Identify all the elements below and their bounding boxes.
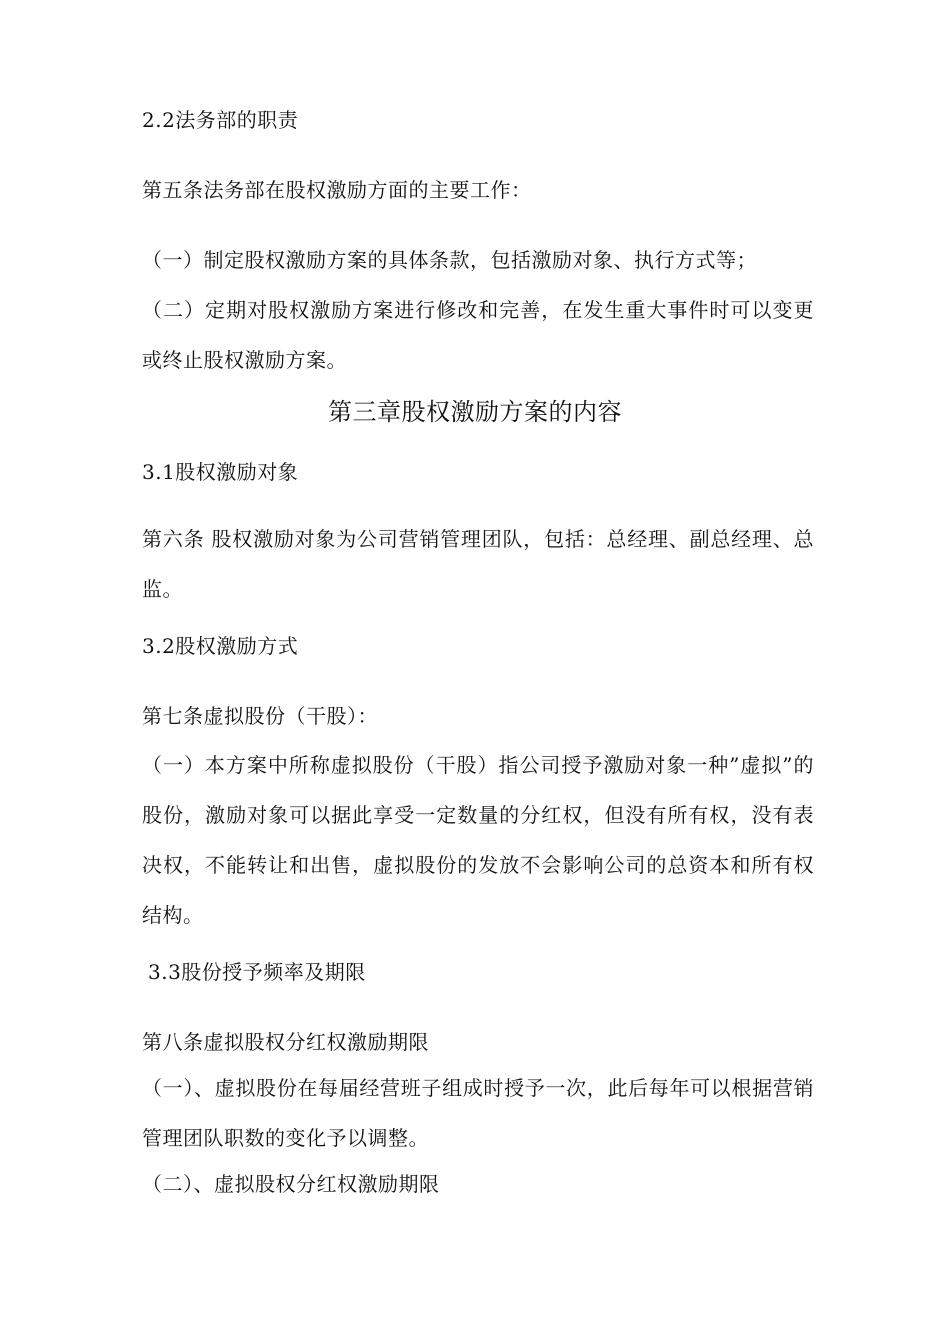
article-8: 第八条虚拟股权分红权激励期限 (142, 1030, 429, 1054)
article-8-item-1: （一）、虚拟股份在每届经营班子组成时授予一次，此后每年可以根据营销管理团队职数的变化予以调整。 (142, 1076, 814, 1150)
article-8-item-2: （二）、虚拟股权分红权激励期限 (142, 1172, 440, 1196)
section-heading-3-3: 3.3股份授予频率及期限 (148, 960, 366, 984)
article-7: 第七条虚拟股份（干股）： (142, 704, 378, 728)
section-heading-3-2: 3.2股权激励方式 (142, 634, 299, 658)
chapter-3-title: 第三章股权激励方案的内容 (328, 398, 622, 426)
section-heading-2-2: 2.2法务部的职责 (142, 108, 299, 132)
article-6: 第六条 股权激励对象为公司营销管理团队，包括：总经理、副总经理、总监。 (142, 527, 814, 601)
section-heading-3-1: 3.1股权激励对象 (142, 460, 299, 484)
article-7-item-1: （一）本方案中所称虚拟股份（干股）指公司授予激励对象一种”虚拟”的股份，激励对象可以据此享受一定数量的分红权，但没有所有权，没有表决权，不能转让和出售，虚拟股份的发放不会影响公司的总资本和所有权结构。 (142, 753, 814, 927)
article-5-item-1: （一）制定股权激励方案的具体条款，包括激励对象、执行方式等； (142, 248, 757, 272)
article-5-item-2: （二）定期对股权激励方案进行修改和完善，在发生重大事件时可以变更或终止股权激励方案。 (142, 298, 814, 372)
article-5: 第五条法务部在股权激励方面的主要工作： (142, 178, 532, 202)
